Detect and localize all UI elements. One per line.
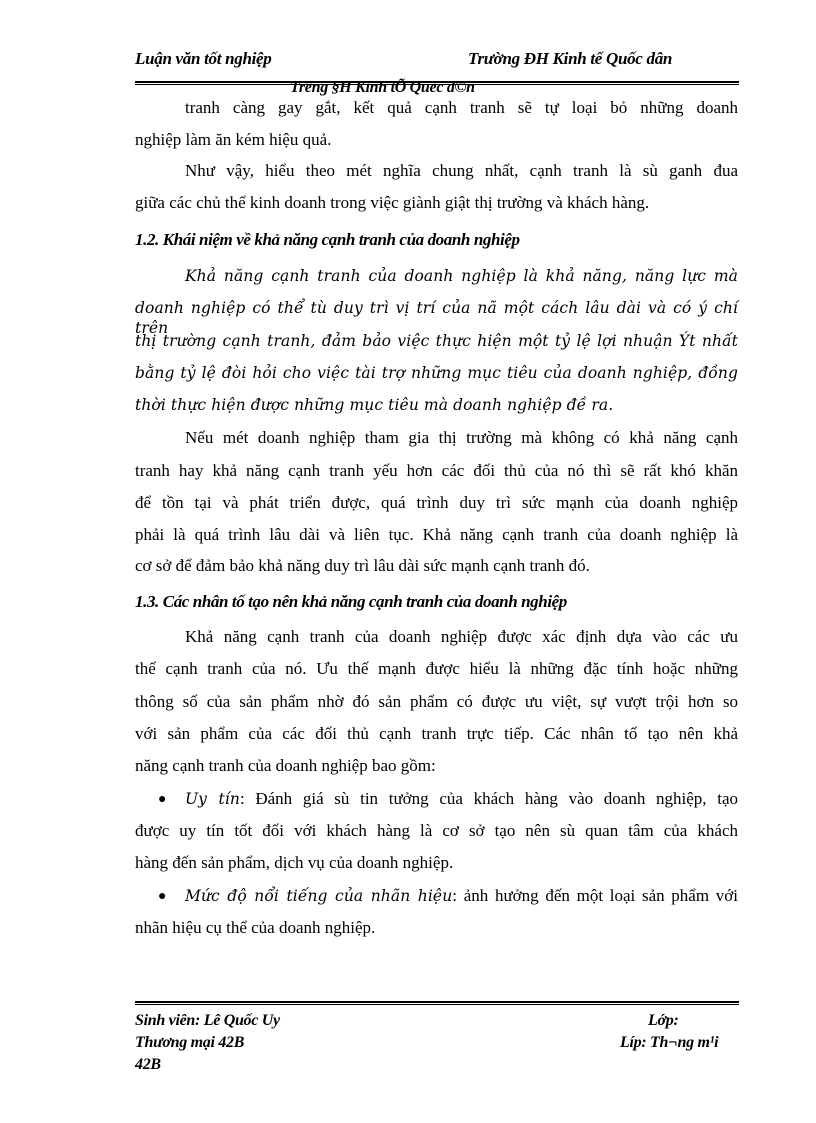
- text-line: năng cạnh tranh của doanh nghiệp bao gồm:: [135, 756, 436, 775]
- bullet-icon: ●: [158, 792, 167, 807]
- text-line: thế cạnh tranh của nó. Ưu thế mạnh được hiểu là những đặc tính hoặc những: [135, 659, 738, 678]
- footer-student: Sinh viên: Lê Quốc Uy: [135, 1012, 280, 1029]
- text-line: Khả năng cạnh tranh của doanh nghiệp là khả năng, năng lực mà: [185, 267, 738, 285]
- footer-rule: [135, 1001, 739, 1005]
- text-line: giữa các chủ thể kinh doanh trong việc giành giật thị trường và khách hàng.: [135, 193, 650, 212]
- text-line: doanh nghiệp có thể tù duy trì vị trí của nã một cách lâu dài và có ý chí trên: [135, 299, 738, 337]
- bullet-text: : ảnh hưởng đến một loại sản phẩm với: [452, 886, 738, 905]
- header-garbled-text: Trêng §H Kinh tÕ Quèc d©n: [290, 79, 475, 96]
- bullet-line: [185, 789, 738, 809]
- text-line: thông số của sản phẩm nhờ đó sản phẩm có được ưu việt, sự vượt trội hơn so: [135, 692, 738, 711]
- bullet-icon: ●: [158, 889, 167, 904]
- footer-class-line: Thương mại 42B: [135, 1034, 245, 1051]
- text-line: thời thực hiện được những mục tiêu mà doanh nghiệp đề ra.: [135, 396, 614, 414]
- text-line: tranh hay khả năng cạnh tranh yếu hơn các đối thủ của nó thì sẽ rất khó khăn: [135, 461, 738, 480]
- header-university: Trường ĐH Kinh tế Quốc dân: [468, 49, 673, 68]
- text-line: Như vậy, hiểu theo mét nghĩa chung nhất, cạnh tranh là sù ganh đua: [185, 161, 738, 180]
- text-line: được uy tín tốt đối với khách hàng là cơ sở tạo nên sù quan tâm của khách: [135, 821, 738, 840]
- header-thesis-title: Luận văn tốt nghiệp: [135, 49, 272, 68]
- footer-tail: 42B: [135, 1056, 161, 1073]
- footer-class-label: Lớp:: [648, 1012, 679, 1029]
- text-line: hàng đến sản phẩm, dịch vụ của doanh nghiệp.: [135, 853, 454, 872]
- bullet-text: : Đánh giá sù tin tưởng của khách hàng vào doanh nghiệp, tạo: [239, 789, 738, 808]
- text-line: Nếu mét doanh nghiệp tham gia thị trường mà không có khả năng cạnh: [185, 428, 738, 447]
- footer-garbled-text: Líp: Th¬ng m¹i: [620, 1034, 719, 1051]
- section-heading-1-3: 1.3. Các nhân tố tạo nên khả năng cạnh tranh của doanh nghiệp: [135, 592, 567, 611]
- section-heading-1-2: 1.2. Khái niệm về khả năng cạnh tranh của doanh nghiệp: [135, 230, 520, 249]
- text-line: Khả năng cạnh tranh của doanh nghiệp được xác định dựa vào các ưu: [185, 627, 738, 646]
- text-line: cơ sở để đảm bảo khả năng duy trì lâu dài sức mạnh cạnh tranh đó.: [135, 556, 590, 575]
- text-line: để tồn tại và phát triển được, quá trình duy trì sức mạnh của doanh nghiệp: [135, 493, 738, 512]
- text-line: nghiệp làm ăn kém hiệu quả.: [135, 130, 332, 149]
- text-line: phải là quá trình lâu dài và liên tục. Khả năng cạnh tranh của doanh nghiệp là: [135, 525, 738, 544]
- bullet-line: [185, 886, 738, 906]
- bullet-term-uy-tin: Uy tín: [185, 790, 240, 808]
- text-line: với sản phẩm của các đối thủ cạnh tranh trực tiếp. Các nhân tố tạo nên khả: [135, 724, 738, 743]
- bullet-term-brand: Mức độ nổi tiếng của nhãn hiệu: [185, 887, 453, 905]
- text-line: nhãn hiệu cụ thể của doanh nghiệp.: [135, 918, 376, 937]
- text-line: bằng tỷ lệ đòi hỏi cho việc tài trợ những mục tiêu của doanh nghiệp, đồng: [135, 364, 738, 382]
- text-line: thị trường cạnh tranh, đảm bảo việc thực hiện một tỷ lệ lợi nhuận Ýt nhất: [135, 332, 738, 350]
- text-line: tranh càng gay gắt, kết quả cạnh tranh sẽ tự loại bỏ những doanh: [185, 98, 738, 117]
